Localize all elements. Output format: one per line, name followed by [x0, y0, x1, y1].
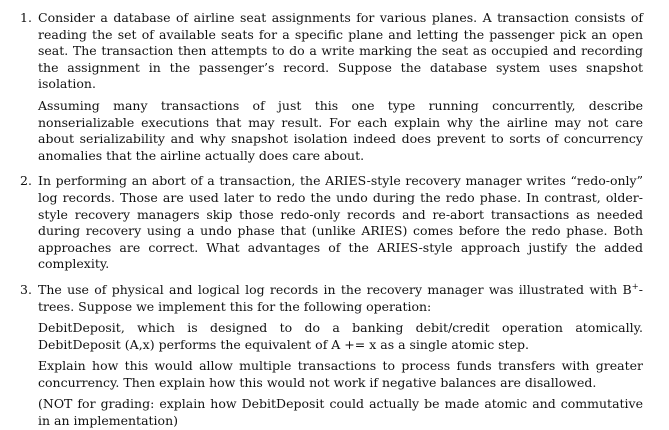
- question-paragraph: Assuming many transactions of just this one type running concurrently, describe nonserializable executions that may result. For each explain why the airline may not care about serializability and why snapshot isolation indeed does prevent to sorts of concurrency anomalies that the airline actually does care about.: [38, 97, 643, 163]
- question-number: 1.: [20, 10, 32, 25]
- intro-text-start: The use of physical and logical log records in the recovery manager was illustrated with B: [38, 281, 632, 297]
- question-number: 3.: [20, 281, 32, 297]
- question-3: [20, 282, 643, 430]
- question-body: [38, 173, 643, 273]
- question-intro: [38, 282, 643, 315]
- superscript-plus: +: [631, 281, 639, 292]
- question-paragraph: (NOT for grading: explain how DebitDeposit could actually be made atomic and commutative in an implementation): [38, 396, 643, 429]
- question-paragraph: Consider a database of airline seat assignments for various planes. A transaction consists of reading the set of available seats for a specific plane and letting the passenger pick an open seat. The transaction then attempts to do a write marking the seat as occupied and recording the assignment in the passenger’s record. Suppose the database system uses snapshot isolation.: [38, 10, 643, 92]
- intro-text-end: -trees. Suppose we implement this for the following operation:: [38, 281, 643, 314]
- question-2: [20, 173, 643, 273]
- question-1: [20, 10, 643, 164]
- question-body: [38, 10, 643, 164]
- question-number: 2.: [20, 173, 32, 189]
- question-paragraph: Explain how this would allow multiple transactions to process funds transfers with greater concurrency. Then explain how this would not work if negative balances are disallowed.: [38, 358, 643, 390]
- question-paragraph: In performing an abort of a transaction, the ARIES-style recovery manager writes “redo-only” log records. Those are used later to redo the undo during the redo phase. In contrast, older-style recovery managers skip those redo-only records and re-abort transactions as needed during recovery using a undo phase that (unlike ARIES) comes before the redo phase. Both approaches are correct. What advantages of the ARIES-style approach justify the added complexity.: [38, 173, 643, 272]
- question-paragraph: DebitDeposit, which is designed to do a banking debit/credit operation atomically. DebitDeposit (A,x) performs the equivalent of A += x as a single atomic step.: [38, 320, 643, 352]
- question-body: [38, 282, 643, 430]
